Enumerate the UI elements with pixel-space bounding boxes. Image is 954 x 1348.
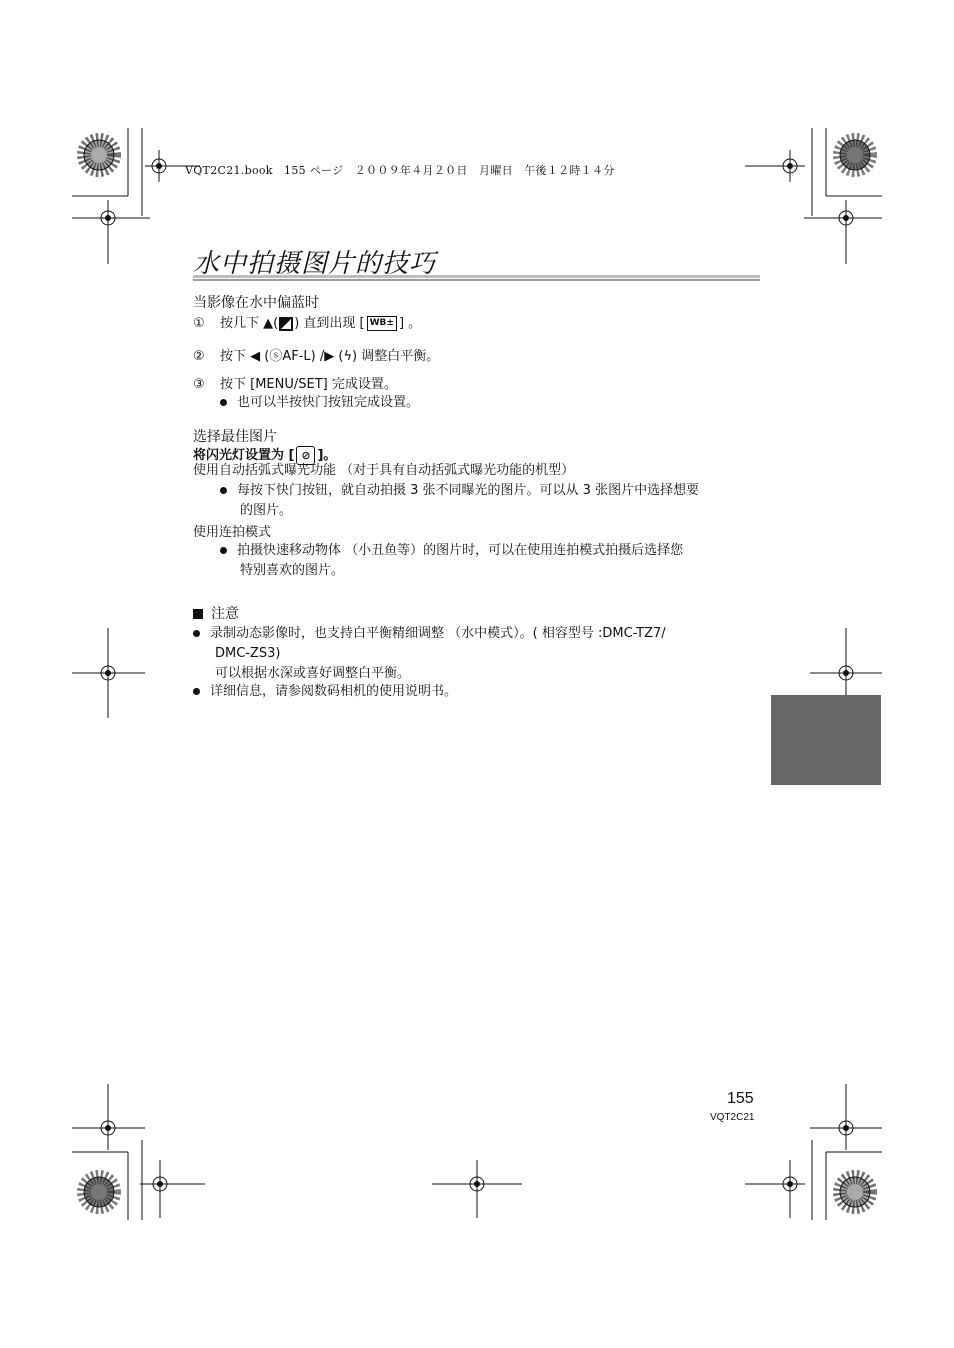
bullet-dot <box>220 487 227 494</box>
step-3-number: ③ <box>193 377 205 392</box>
note-bullet-1-line3: 可以根据水深或喜好调整白平衡。 <box>215 666 411 681</box>
page-title: 水中拍摄图片的技巧 <box>193 249 437 279</box>
auto-bracket-bullet-line1: 每按下快门按钮，就自动拍摄 3 张不同曝光的图片。可以从 3 张图片中选择想要 <box>237 483 700 498</box>
step-2-number: ② <box>193 349 205 364</box>
burst-bullet-line1: 拍摄快速移动物体 （小丑鱼等）的图片时，可以在使用连拍模式拍摄后选择您 <box>237 543 684 558</box>
step-1-suffix: ] 。 <box>398 316 422 331</box>
white-balance-adjust-icon: WB± <box>367 316 397 331</box>
bullet-dot <box>193 630 200 637</box>
flash-off-icon: ⊘ <box>296 446 315 465</box>
step-2-part2: AF-L) /▶ ( <box>282 349 344 364</box>
step-1 <box>193 312 421 331</box>
flash-setting-suffix: ]。 <box>317 448 337 463</box>
file-header-info: VQT2C21.book 155 ページ ２００９年４月２０日 月曜日 午後１２時１４分 <box>185 164 615 177</box>
note-bullet-1 <box>193 624 753 684</box>
step-3-text: 按下 [MENU/SET] 完成设置。 <box>220 377 397 392</box>
flash-icon: ϟ <box>343 349 353 364</box>
step-2-part1: 按下 ◀ ( <box>220 349 270 364</box>
note-heading <box>193 603 239 623</box>
section-heading-blue-tint: 当影像在水中偏蓝时 <box>193 295 319 311</box>
bullet-dot <box>193 688 200 695</box>
burst-mode-heading: 使用连拍模式 <box>193 525 272 540</box>
note-heading-text: 注意 <box>211 606 239 622</box>
chapter-thumb-tab <box>771 695 881 785</box>
step-1-prefix: 按几下 ▲( <box>220 316 279 331</box>
step-3-bullet <box>220 393 419 413</box>
bullet-dot <box>220 399 227 406</box>
section-heading-best-picture: 选择最佳图片 <box>193 429 277 445</box>
self-timer-icon: ⓢ <box>269 349 283 364</box>
step-3-bullet-text: 也可以半按快门按钮完成设置。 <box>237 395 420 410</box>
page-number: 155 <box>727 1090 754 1107</box>
step-2 <box>193 345 439 364</box>
model-code: VQT2C21 <box>710 1112 755 1123</box>
note-bullet-1-line2: DMC-ZS3) <box>215 646 281 661</box>
note-bullet-2 <box>193 682 457 702</box>
bullet-dot <box>220 547 227 554</box>
title-underline <box>193 275 760 281</box>
flash-setting-prefix: 将闪光灯设置为 [ <box>193 448 295 463</box>
auto-bracket-heading: 使用自动括弧式曝光功能 （对于具有自动括弧式曝光功能的机型） <box>193 463 575 478</box>
step-2-part3: ) 调整白平衡。 <box>352 349 440 364</box>
step-3 <box>193 373 397 392</box>
step-1-number: ① <box>193 316 205 331</box>
auto-bracket-bullet-line2: 的图片。 <box>240 503 293 518</box>
burst-bullet-line2: 特别喜欢的图片。 <box>240 563 345 578</box>
burst-mode-bullet <box>220 541 765 581</box>
note-bullet-1-line1: 录制动态影像时，也支持白平衡精细调整 （水中模式）。( 相容型号 :DMC-TZ7/ <box>210 626 666 641</box>
note-square-icon <box>193 609 203 619</box>
step-1-middle: ) 直到出现 [ <box>294 316 365 331</box>
auto-bracket-bullet <box>220 481 765 521</box>
exposure-compensation-icon <box>279 317 293 331</box>
note-bullet-2-text: 详细信息，请参阅数码相机的使用说明书。 <box>210 684 458 699</box>
